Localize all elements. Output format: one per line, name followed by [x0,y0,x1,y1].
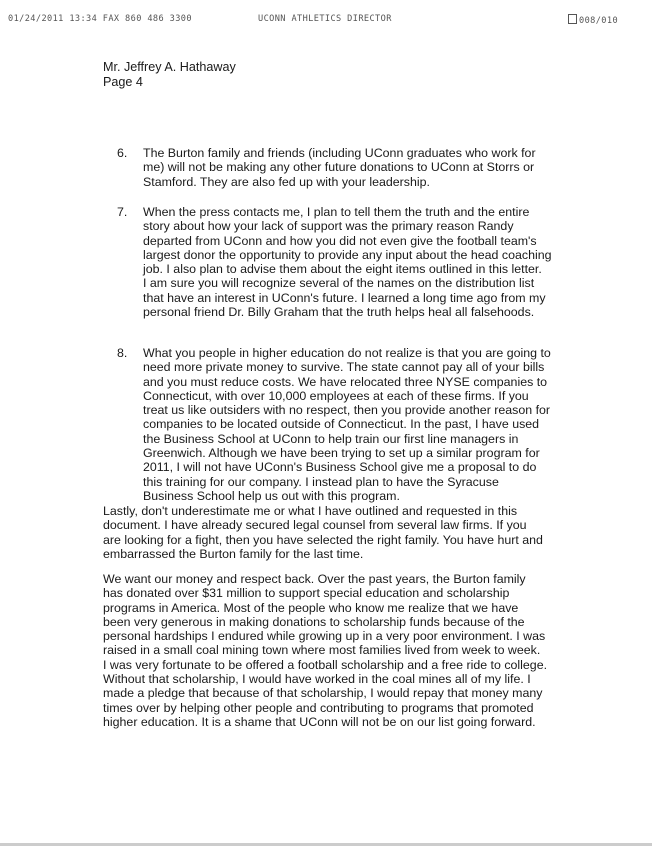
item-number: 6. [117,146,128,160]
fax-header-recipient: UCONN ATHLETICS DIRECTOR [258,14,392,24]
text-line: me) will not be making any other future donations to UConn at Storrs or [143,160,535,175]
page-count: 008/010 [579,16,619,26]
text-line: Without that scholarship, I would have worked in the coal mines all of my life. I [103,672,531,687]
text-line: departed from UConn and how you did not even give the football team's [143,233,537,248]
text-line: raised in a small coal mining town where most families lived from week to week. [103,643,541,658]
fax-header-sender: 01/24/2011 13:34 FAX 860 486 3300 [8,14,192,24]
text-line: personal friend Dr. Billy Graham that the truth helps heal all falsehoods. [143,305,535,320]
numbered-item-6 [143,146,536,189]
text-line: Business School help us out with this program. [143,488,400,503]
text-line: the Business School at UConn to help train our first line managers in [143,431,519,446]
item-number: 7. [117,205,128,219]
text-line: When the press contacts me, I plan to tell them the truth and the entire [143,205,530,219]
item-number: 8. [117,346,128,360]
text-line: been very generous in making donations to scholarship funds because of the [103,614,525,629]
text-line: companies to be located outside of Connecticut. In the past, I have used [143,417,540,432]
text-line: I am sure you will recognize several of the names on the distribution list [143,276,535,291]
text-line: times over by helping other people and contributing to programs that promoted [103,700,534,715]
text-line: programs in America. Most of the people who know me realize that we have [103,600,519,615]
numbered-item-8 [143,346,551,503]
text-line: Greenwich. Although we have been trying to set up a similar program for [143,446,540,461]
text-line: personal hardships I endured while growing up in a very poor environment. I was [103,629,546,644]
text-line: made a pledge that because of that scholarship, I would repay that money many [103,686,543,701]
text-line: higher education. It is a shame that UConn will not be on our list going forward. [103,714,536,729]
text-line: I was very fortunate to be offered a football scholarship and a free ride to college. [103,657,548,672]
text-line: has donated over $31 million to support special education and scholarship [103,586,510,601]
text-line: document. I have already secured legal counsel from several law firms. If you [103,518,527,533]
page-number: Page 4 [103,75,143,89]
text-line: We want our money and respect back. Over the past years, the Burton family [103,572,526,586]
fax-page-icon [568,14,577,24]
text-line: Connecticut, with over 10,000 employees at each of these firms. If you [143,388,529,403]
text-line: job. I also plan to advise them about the eight items outlined in this letter. [143,262,542,277]
text-line: need more private money to survive. The state cannot pay all of your bills [143,360,545,375]
text-line: Lastly, don't underestimate me or what I have outlined and requested in this [103,504,518,518]
text-line: largest donor the opportunity to provide any input about the head coaching [143,247,552,262]
text-line: this training for our company. I instead plan to have the Syracuse [143,474,499,489]
addressee-name: Mr. Jeffrey A. Hathaway [103,60,236,74]
text-line: are looking for a fight, then you have selected the right family. You have hurt and [103,532,543,547]
text-line: and you must reduce costs. We have relocated three NYSE companies to [143,374,548,389]
text-line: The Burton family and friends (including UConn graduates who work for [143,146,536,160]
fax-header-page-count [568,14,618,26]
text-line: embarrassed the Burton family for the last time. [103,546,364,561]
paragraph [103,572,547,729]
numbered-item-7 [143,205,552,319]
text-line: Stamford. They are also fed up with your leadership. [143,174,430,189]
text-line: that have an interest in UConn's future. I learned a long time ago from my [143,290,546,305]
text-line: story about how your lack of support was the primary reason Randy [143,219,514,234]
text-line: treat us like outsiders with no respect, then you provide another reason for [143,403,551,418]
text-line: What you people in higher education do not realize is that you are going to [143,346,551,360]
paragraph [103,504,543,561]
text-line: 2011, I will not have UConn's Business School give me a proposal to do [143,460,537,475]
